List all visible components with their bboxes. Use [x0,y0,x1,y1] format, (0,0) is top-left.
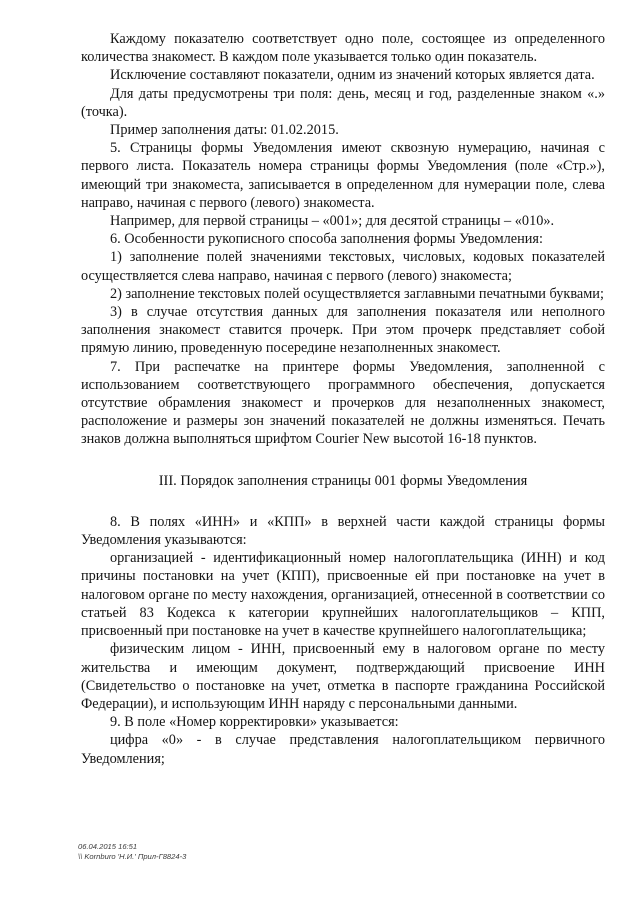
paragraph: 2) заполнение текстовых полей осуществляется заглавными печатными буквами; [110,285,604,302]
paragraph: цифра «0» - в случае представления налогоплательщиком первичного Уведомления; [81,732,605,767]
paragraph: 3) в случае отсутствия данных для заполнения показателя или неполного заполнения знакомест ставится прочерк. При этом прочерк представляет собой прямую линию, проведенную посередине незаполненных знакомест. [81,304,605,357]
paragraph: 9. В поле «Номер корректировки» указывается: [110,714,399,731]
document-footer [78,842,186,861]
paragraph: 6. Особенности рукописного способа заполнения формы Уведомления: [110,231,543,248]
paragraph: физическим лицом - ИНН, присвоенный ему в налоговом органе по месту жительства и имеющим документ, подтверждающий присвоение ИНН (Свидетельство о постановке на учет, отметка в паспорте гражданина Российской Федерации), и использующим ИНН наряду с персональными данными. [81,641,605,712]
paragraph: Каждому показателю соответствует одно поле, состоящее из определенного количества знакомест. В каждом поле указывается только один показатель. [81,31,605,66]
paragraph: 5. Страницы формы Уведомления имеют сквозную нумерацию, начиная с первого листа. Показатель номера страницы формы Уведомления (поле «Стр.»), имеющий три знакоместа, записывается в определенном для нумерации поле, слева направо, начиная с первого (левого) знакоместа. [81,140,605,211]
paragraph: 1) заполнение полей значениями текстовых, числовых, кодовых показателей осуществляется слева направо, начиная с первого (левого) знакоместа; [81,249,605,284]
paragraph: Пример заполнения даты: 01.02.2015. [110,122,339,139]
paragraph: Исключение составляют показатели, одним из значений которых является дата. [110,67,595,84]
paragraph: 7. При распечатке на принтере формы Уведомления, заполненной с использованием соответствующего программного обеспечения, допускается отсутствие обрамления знакомест и прочерков для незаполненных знакомест, расположение и размеры зон значений показателей не должны изменяться. Печать знаков должна выполняться шрифтом Courier New высотой 16-18 пунктов. [81,358,605,448]
footer-author: \\ Kornburo 'Н.И.' Прил-Г8824-3 [78,851,187,861]
paragraph: организацией - идентификационный номер налогоплательщика (ИНН) и код причины постановки на учет (КПП), присвоенные ей при постановке на учет в налоговом органе по месту нахождения, организацией, отнесенной в соответствии со статьей 83 Кодекса к категории крупнейших налогоплательщиков – КПП, присвоенный при постановке на учет в качестве крупнейшего налогоплательщика; [81,550,605,640]
footer-timestamp: 06.04.2015 16:51 [78,842,138,851]
section-heading: III. Порядок заполнения страницы 001 формы Уведомления [158,472,528,489]
document-body [81,30,605,768]
paragraph: Например, для первой страницы – «001»; для десятой страницы – «010». [110,213,555,230]
paragraph: 8. В полях «ИНН» и «КПП» в верхней части каждой страницы формы Уведомления указываются: [81,513,605,549]
paragraph: Для даты предусмотрены три поля: день, месяц и год, разделенные знаком «.» (точка). [81,85,605,120]
